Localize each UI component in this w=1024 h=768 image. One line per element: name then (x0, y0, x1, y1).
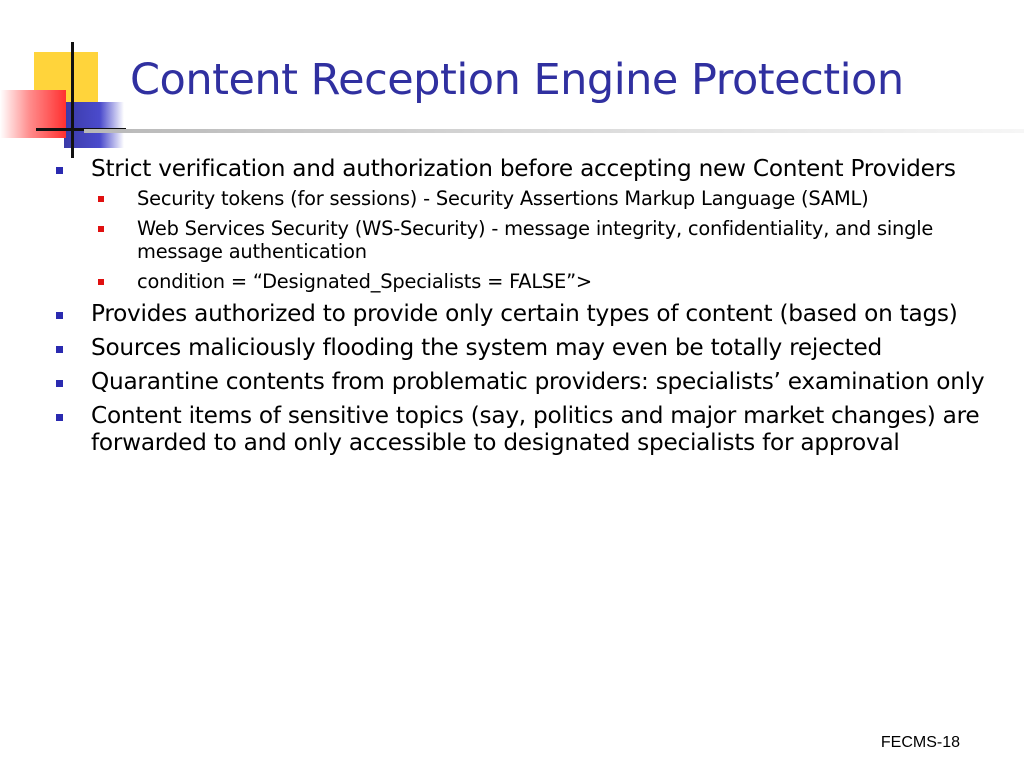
square-bullet-icon (56, 167, 63, 174)
red-square-bullet-icon (98, 196, 104, 202)
sub-bullet-text: Web Services Security (WS-Security) - message integrity, confidentiality, and single message authentication (137, 217, 934, 263)
bullet-list (50, 155, 1020, 463)
vertical-line-decoration (71, 42, 74, 158)
square-bullet-icon (56, 346, 63, 353)
sub-bullet-text: condition = “Designated_Specialists = FALSE”> (137, 270, 592, 293)
bullet-item (50, 300, 1020, 327)
square-bullet-icon (56, 414, 63, 421)
sub-bullet-text: Security tokens (for sessions) - Security Assertions Markup Language (SAML) (137, 187, 869, 210)
bullet-text: Strict verification and authorization before accepting new Content Providers (91, 155, 956, 182)
corner-logo-decoration (0, 0, 130, 165)
bullet-item (50, 334, 1020, 361)
sub-bullet-item (91, 217, 1020, 263)
red-square-bullet-icon (98, 279, 104, 285)
bullet-item (50, 368, 1020, 395)
sub-bullet-item (91, 270, 1020, 293)
square-bullet-icon (56, 312, 63, 319)
slide-title: Content Reception Engine Protection (130, 55, 904, 105)
sub-bullet-item (91, 187, 1020, 210)
sub-bullet-list (91, 187, 1020, 293)
title-underline (84, 129, 1024, 133)
bullet-text: Quarantine contents from problematic providers: specialists’ examination only (91, 368, 985, 395)
bullet-item (50, 402, 1020, 456)
red-square-bullet-icon (98, 226, 104, 232)
bullet-text: Provides authorized to provide only certain types of content (based on tags) (91, 300, 958, 327)
slide-footer: FECMS-18 (880, 734, 960, 751)
square-bullet-icon (56, 380, 63, 387)
bullet-text: Content items of sensitive topics (say, politics and major market changes) are forwarded to and only accessible to designated specialists for approval (91, 402, 980, 456)
bullet-text: Sources maliciously flooding the system may even be totally rejected (91, 334, 882, 361)
bullet-item (50, 155, 1020, 293)
